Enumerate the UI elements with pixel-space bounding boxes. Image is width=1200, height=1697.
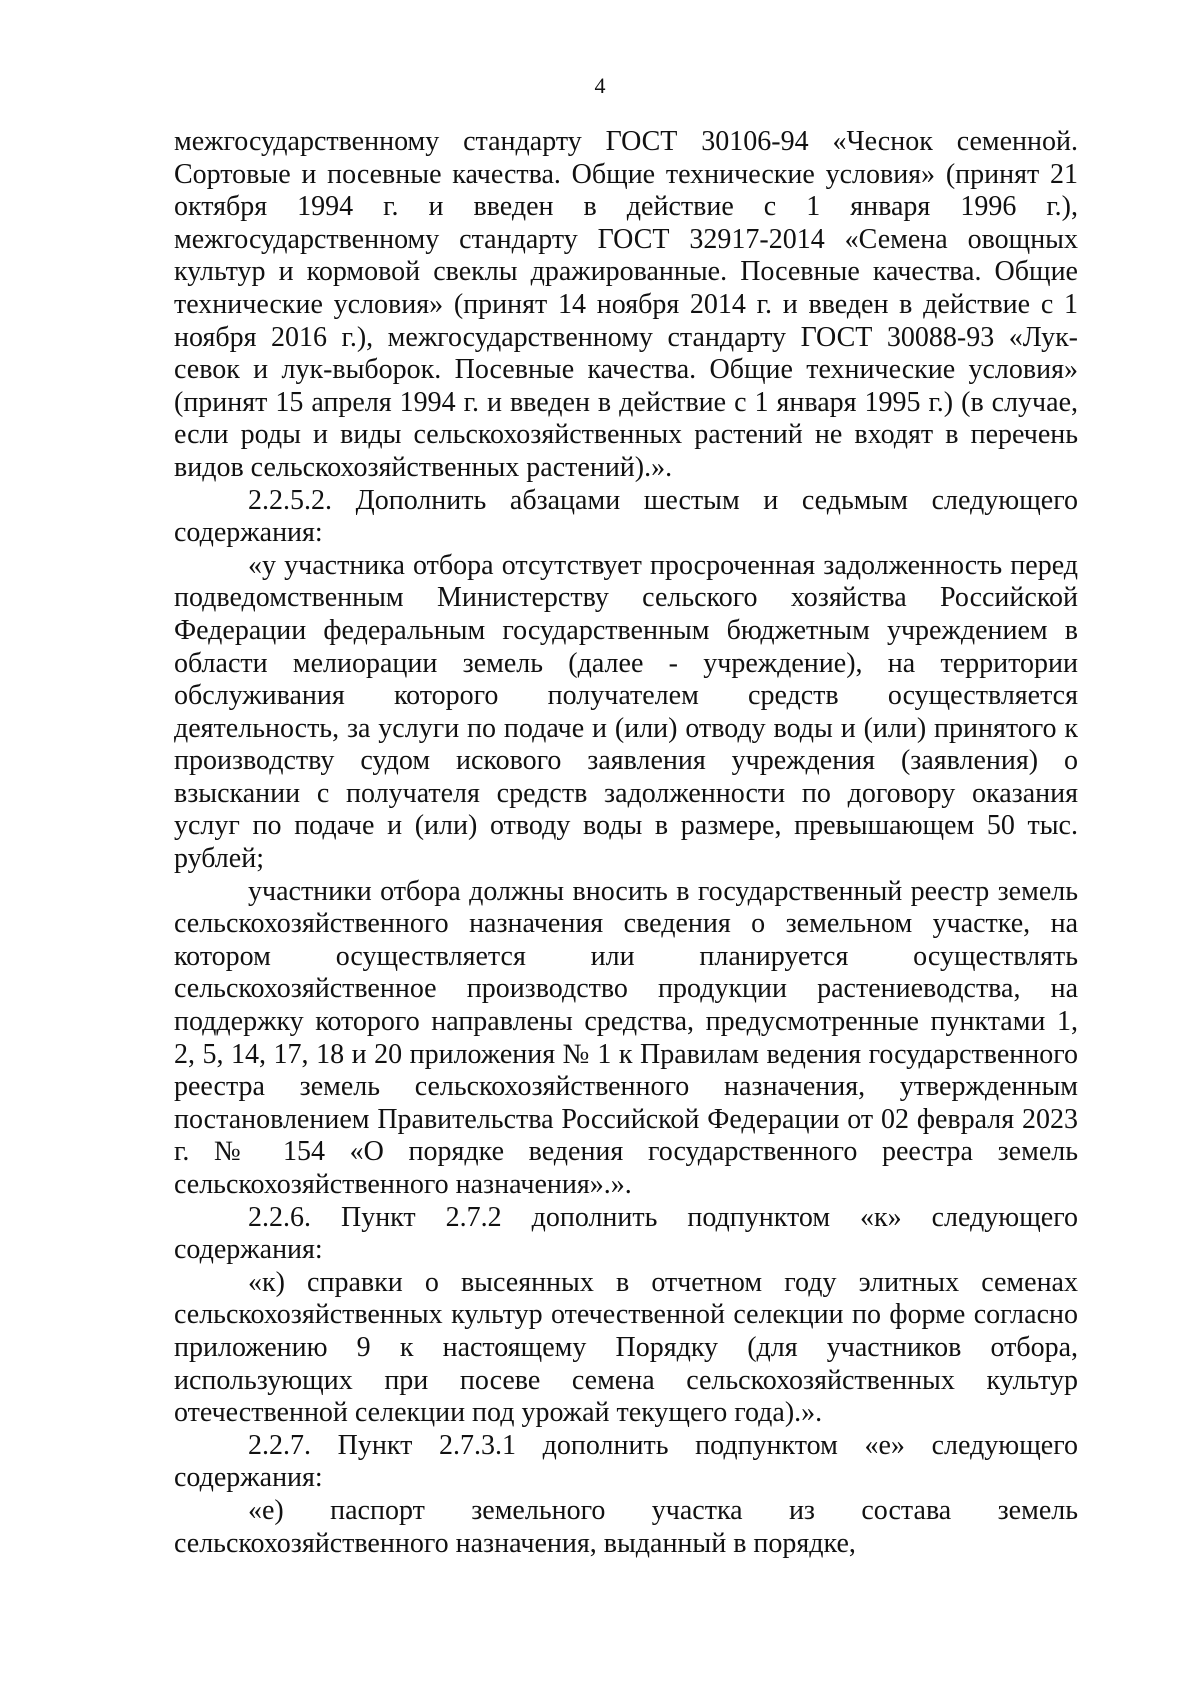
paragraph-subitem-e: «е) паспорт земельного участка из состава земель сельскохозяйственного назначения, выданный в порядке, <box>174 1494 1078 1559</box>
paragraph-2-2-5-2: 2.2.5.2. Дополнить абзацами шестым и седьмым следующего содержания: <box>174 484 1078 549</box>
paragraph-2-2-6: 2.2.6. Пункт 2.7.2 дополнить подпунктом «к» следующего содержания: <box>174 1201 1078 1266</box>
page-number: 4 <box>594 73 606 98</box>
paragraph-land-registry: участники отбора должны вносить в государственный реестр земель сельскохозяйственного назначения сведения о земельном участке, на котором осуществляется или планируется осуществлять сельскохозяйственное производство продукции растениеводства, на поддержку которого направлены средства, предусмотренные пунктами 1, 2, 5, 14, 17, 18 и 20 приложения № 1 к Правилам ведения государственного реестра земель сельскохозяйственного назначения, утвержденным постановлением Правительства Российской Федерации от 02 февраля 2023 г. № 154 «О порядке ведения государственного реестра земель сельскохозяйственного назначения».». <box>174 875 1078 1200</box>
paragraph-2-2-7: 2.2.7. Пункт 2.7.3.1 дополнить подпунктом «е» следующего содержания: <box>174 1429 1078 1494</box>
paragraph-subitem-k: «к) справки о высеянных в отчетном году элитных семенах сельскохозяйственных культур отечественной селекции по форме согласно приложению 9 к настоящему Порядку (для участников отбора, использующих при посеве семена сельскохозяйственных культур отечественной селекции под урожай текущего года).». <box>174 1266 1078 1429</box>
document-body <box>174 126 1078 1560</box>
paragraph-gost-continuation: межгосударственному стандарту ГОСТ 30106-94 «Чеснок семенной. Сортовые и посевные качества. Общие технические условия» (принят 21 октября 1994 г. и введен в действие с 1 января 1996 г.), межгосударственному стандарту ГОСТ 32917-2014 «Семена овощных культур и кормовой свеклы дражированные. Посевные качества. Общие технические условия» (принят 14 ноября 2014 г. и введен в действие с 1 ноября 2016 г.), межгосударственному стандарту ГОСТ 30088-93 «Лук-севок и лук-выборок. Посевные качества. Общие технические условия» (принят 15 апреля 1994 г. и введен в действие с 1 января 1995 г.) (в случае, если роды и виды сельскохозяйственных растений не входят в перечень видов сельскохозяйственных растений).». <box>174 126 1078 483</box>
paragraph-debt-condition: «у участника отбора отсутствует просроченная задолженность перед подведомственным Министерству сельского хозяйства Российской Федерации федеральным государственным бюджетным учреждением в области мелиорации земель (далее - учреждение), на территории обслуживания которого получателем средств осуществляется деятельность, за услуги по подаче и (или) отводу воды и (или) принятого к производству судом искового заявления учреждения (заявления) о взыскании с получателя средств задолженности по договору оказания услуг по подаче и (или) отводу воды в размере, превышающем 50 тыс. рублей; <box>174 549 1078 875</box>
